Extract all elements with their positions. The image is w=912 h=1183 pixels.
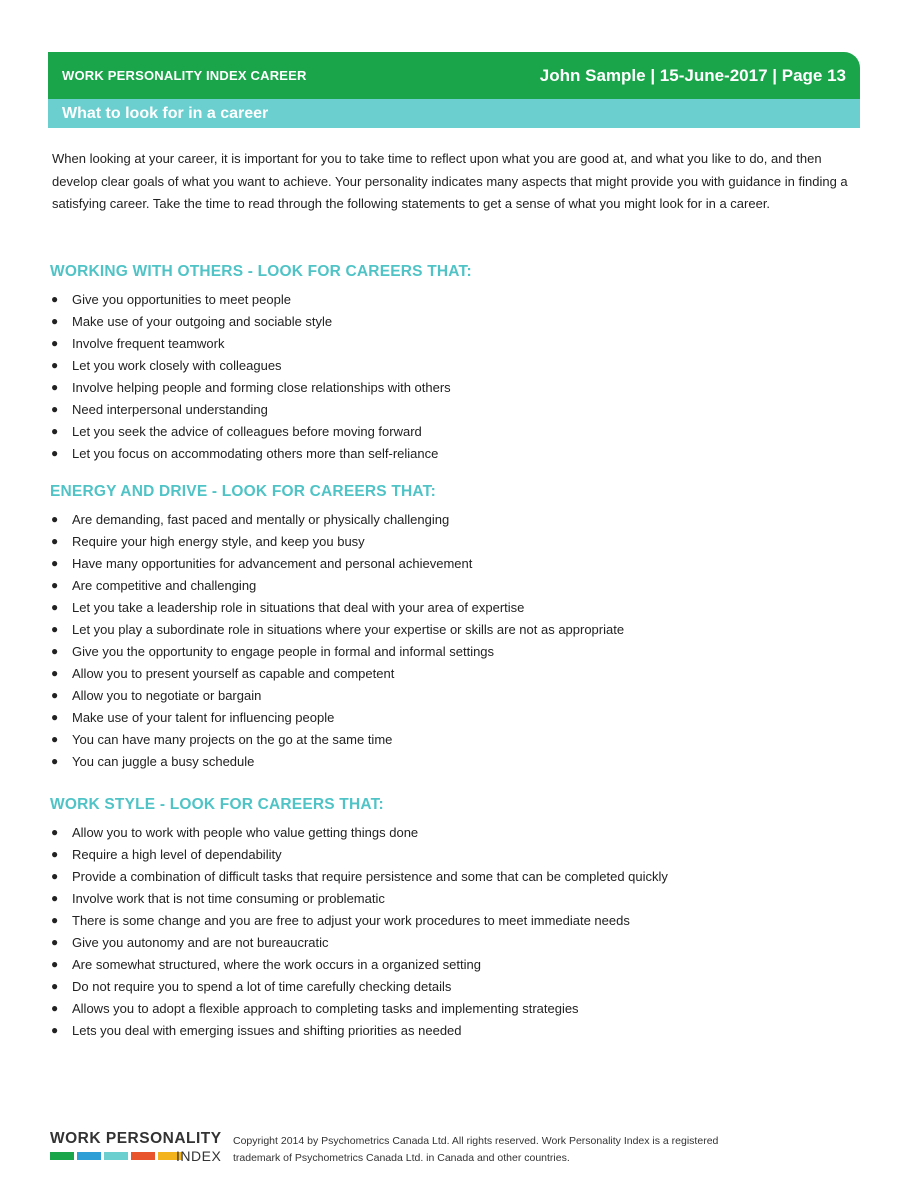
bullet-icon: ●	[51, 424, 59, 438]
bullet-icon: ●	[51, 380, 59, 394]
list-item-text: You can juggle a busy schedule	[72, 754, 255, 769]
list-item	[50, 377, 860, 399]
list-item-text: Involve work that is not time consuming or problematic	[72, 891, 385, 906]
list-item-text: Let you play a subordinate role in situations where your expertise or skills are not as appropriate	[72, 622, 625, 637]
bullet-icon: ●	[51, 754, 59, 768]
list-item	[50, 289, 860, 311]
list-item	[50, 531, 860, 553]
list-item-text: Let you work closely with colleagues	[72, 358, 282, 373]
bullet-list	[50, 822, 860, 1042]
list-item-text: Make use of your outgoing and sociable style	[72, 314, 333, 329]
list-item	[50, 355, 860, 377]
list-item-text: Need interpersonal understanding	[72, 402, 268, 417]
bullet-icon: ●	[51, 666, 59, 680]
logo-text-secondary: INDEX	[176, 1148, 222, 1164]
section-title: What to look for in a career	[62, 104, 269, 122]
list-item-text: There is some change and you are free to adjust your work procedures to meet immediate needs	[72, 913, 630, 928]
bullet-icon: ●	[51, 1023, 59, 1037]
list-item-text: Are somewhat structured, where the work occurs in a organized setting	[72, 957, 481, 972]
bullet-icon: ●	[51, 825, 59, 839]
bullet-icon: ●	[51, 979, 59, 993]
list-item-text: Involve frequent teamwork	[72, 336, 225, 351]
list-item-text: Let you focus on accommodating others more than self-reliance	[72, 446, 439, 461]
section-heading: ENERGY AND DRIVE - LOOK FOR CAREERS THAT:	[50, 483, 436, 500]
list-item	[50, 597, 860, 619]
bullet-icon: ●	[51, 556, 59, 570]
list-item	[50, 976, 860, 998]
list-item	[50, 333, 860, 355]
list-item	[50, 910, 860, 932]
list-item	[50, 421, 860, 443]
list-item-text: Provide a combination of difficult tasks that require persistence and some that can be completed quickly	[72, 869, 668, 884]
list-item	[50, 751, 860, 773]
report-title: WORK PERSONALITY INDEX CAREER	[62, 68, 307, 83]
bullet-icon: ●	[51, 732, 59, 746]
section-working-with-others	[50, 263, 860, 465]
bullet-icon: ●	[51, 869, 59, 883]
list-item	[50, 866, 860, 888]
bullet-list	[50, 289, 860, 465]
bullet-icon: ●	[51, 578, 59, 592]
list-item	[50, 729, 860, 751]
list-item	[50, 1020, 860, 1042]
bullet-icon: ●	[51, 358, 59, 372]
bullet-icon: ●	[51, 688, 59, 702]
bullet-icon: ●	[51, 314, 59, 328]
list-item	[50, 844, 860, 866]
bullet-icon: ●	[51, 336, 59, 350]
bullet-icon: ●	[51, 644, 59, 658]
list-item-text: Give you autonomy and are not bureaucratic	[72, 935, 329, 950]
bullet-icon: ●	[51, 1001, 59, 1015]
section-energy-and-drive	[50, 483, 860, 773]
list-item-text: Let you seek the advice of colleagues before moving forward	[72, 424, 422, 439]
list-item-text: Lets you deal with emerging issues and shifting priorities as needed	[72, 1023, 462, 1038]
list-item-text: Allow you to present yourself as capable and competent	[72, 666, 395, 681]
list-item	[50, 954, 860, 976]
intro-paragraph: When looking at your career, it is important for you to take time to reflect upon what you are good at, and what you like to do, and then develop clear goals of what you want to achieve. Your personality indicates many aspects that might provide you with guidance in finding a satisfying career. Take the time to read through the following statements to get a sense of what you might look for in a career.	[52, 151, 848, 211]
logo-stripe	[131, 1152, 155, 1160]
list-item-text: Allows you to adopt a flexible approach to completing tasks and implementing strategies	[72, 1001, 579, 1016]
list-item	[50, 663, 860, 685]
page-footer	[50, 1130, 862, 1170]
list-item-text: Involve helping people and forming close relationships with others	[72, 380, 451, 395]
list-item	[50, 553, 860, 575]
wpi-logo	[50, 1130, 226, 1168]
list-item	[50, 998, 860, 1020]
list-item	[50, 932, 860, 954]
logo-stripes	[50, 1152, 182, 1160]
list-item	[50, 443, 860, 465]
bullet-icon: ●	[51, 622, 59, 636]
copyright-line: Copyright 2014 by Psychometrics Canada Ltd. All rights reserved. Work Personality Index is a registered	[233, 1135, 719, 1147]
report-header	[48, 52, 860, 99]
logo-stripe	[104, 1152, 128, 1160]
list-item	[50, 575, 860, 597]
bullet-icon: ●	[51, 292, 59, 306]
bullet-list	[50, 509, 860, 773]
logo-text-primary: WORK PERSONALITY	[50, 1130, 222, 1147]
bullet-icon: ●	[51, 446, 59, 460]
copyright-line: trademark of Psychometrics Canada Ltd. in Canada and other countries.	[233, 1152, 570, 1164]
list-item-text: Require your high energy style, and keep you busy	[72, 534, 365, 549]
bullet-icon: ●	[51, 913, 59, 927]
list-item-text: Make use of your talent for influencing people	[72, 710, 335, 725]
list-item-text: Let you take a leadership role in situations that deal with your area of expertise	[72, 600, 525, 615]
section-heading: WORK STYLE - LOOK FOR CAREERS THAT:	[50, 796, 384, 813]
bullet-icon: ●	[51, 957, 59, 971]
bullet-icon: ●	[51, 512, 59, 526]
list-item	[50, 707, 860, 729]
logo-stripe	[77, 1152, 101, 1160]
bullet-icon: ●	[51, 600, 59, 614]
bullet-icon: ●	[51, 847, 59, 861]
logo-stripe	[50, 1152, 74, 1160]
list-item	[50, 311, 860, 333]
list-item	[50, 822, 860, 844]
copyright-notice	[233, 1133, 833, 1167]
bullet-icon: ●	[51, 710, 59, 724]
list-item	[50, 641, 860, 663]
list-item-text: Give you opportunities to meet people	[72, 292, 291, 307]
list-item-text: Do not require you to spend a lot of time carefully checking details	[72, 979, 452, 994]
list-item-text: Have many opportunities for advancement and personal achievement	[72, 556, 473, 571]
list-item-text: Require a high level of dependability	[72, 847, 282, 862]
section-work-style	[50, 796, 860, 1042]
list-item-text: Give you the opportunity to engage people in formal and informal settings	[72, 644, 495, 659]
list-item	[50, 399, 860, 421]
list-item-text: Are demanding, fast paced and mentally or physically challenging	[72, 512, 450, 527]
bullet-icon: ●	[51, 935, 59, 949]
list-item	[50, 888, 860, 910]
list-item-text: You can have many projects on the go at the same time	[72, 732, 393, 747]
list-item	[50, 685, 860, 707]
section-heading: WORKING WITH OTHERS - LOOK FOR CAREERS THAT:	[50, 263, 472, 280]
section-band	[48, 99, 860, 128]
list-item	[50, 509, 860, 531]
bullet-icon: ●	[51, 402, 59, 416]
list-item-text: Allow you to negotiate or bargain	[72, 688, 262, 703]
list-item-text: Are competitive and challenging	[72, 578, 257, 593]
report-meta: John Sample | 15-June-2017 | Page 13	[539, 65, 846, 85]
list-item-text: Allow you to work with people who value getting things done	[72, 825, 419, 840]
bullet-icon: ●	[51, 891, 59, 905]
list-item	[50, 619, 860, 641]
bullet-icon: ●	[51, 534, 59, 548]
